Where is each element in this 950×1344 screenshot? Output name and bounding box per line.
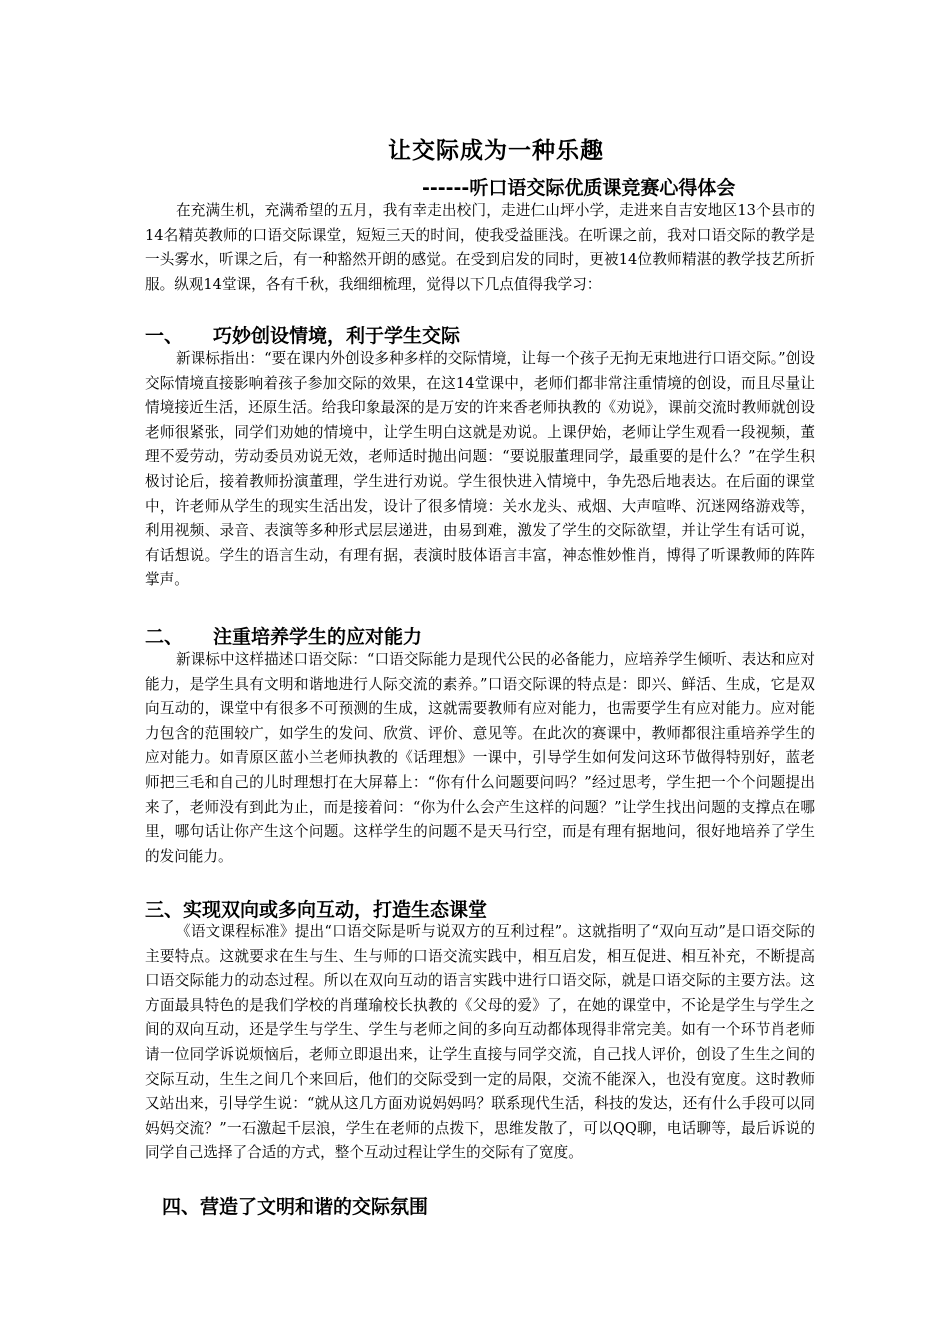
section-title-1: 巧妙创设情境，利于学生交际 — [213, 325, 461, 347]
section-heading-1 — [145, 321, 460, 348]
section-number-2: 二、 — [145, 626, 184, 648]
section-body-3: 《语文课程标准》提出“口语交际是听与说双方的互利过程”。这就指明了“双向互动”是口语交际的主要特点。这就要求在生与生、生与师的口语交流实践中，相互启发，相互促进、相互补充，不断提高口语交际能力的动态过程。所以在双向互动的语言实践中进行口语交际，就是口语交际的主要方法。这方面最具特色的是我们学校的肖瑾瑜校长执教的《父母的爱》了，在她的课堂中，不论是学生与学生之间的双向互动，还是学生与学生、学生与老师之间的多向互动都体现得非常完美。如有一个环节肖老师请一位同学诉说烦恼后，老师立即退出来，让学生直接与同学交流，自己找人评价，创设了生生之间的交际互动，生生之间几个来回后，他们的交际受到一定的局限，交流不能深入，也没有宽度。这时教师又站出来，引导学生说：“就从这几方面劝说妈妈吗？联系现代生活，科技的发达，还有什么手段可以同妈妈交流？”一石激起千层浪，学生在老师的点拨下，思维发散了，可以QQ聊，电话聊等，最后诉说的同学自己选择了合适的方式，整个互动过程让学生的交际有了宽度。 — [145, 923, 815, 1162]
document-title: 让交际成为一种乐趣 — [388, 137, 604, 164]
section-title-2: 注重培养学生的应对能力 — [213, 626, 423, 648]
section-title-4: 四、营造了文明和谐的交际氛围 — [162, 1196, 429, 1218]
intro-paragraph: 在充满生机，充满希望的五月，我有幸走出校门，走进仁山坪小学，走进来自吉安地区13个县市的14名精英教师的口语交际课堂，短短三天的时间，使我受益匪浅。在听课之前，我对口语交际的教学是一头雾水，听课之后，有一种豁然开朗的感觉。在受到启发的同时，更被14位教师精湛的教学技艺所折服。纵观14堂课，各有千秋，我细细梳理，觉得以下几点值得我学习： — [145, 202, 815, 293]
section-heading-4 — [162, 1192, 428, 1219]
section-heading-2 — [145, 622, 422, 649]
section-body-1: 新课标指出：“要在课内外创设多种多样的交际情境，让每一个孩子无拘无束地进行口语交际。”创设交际情境直接影响着孩子参加交际的效果，在这14堂课中，老师们都非常注重情境的创设，而且尽量让情境接近生活，还原生活。给我印象最深的是万安的许来香老师执教的《劝说》，课前交流时教师就创设老师很紧张，同学们劝她的情境中，让学生明白这就是劝说。上课伊始，老师让学生观看一段视频，董理不爱劳动，劳动委员劝说无效，老师适时抛出问题：“要说服董理同学，最重要的是什么？”在学生积极讨论后，接着教师扮演董理，学生进行劝说。学生很快进入情境中，争先恐后地表达。在后面的课堂中，许老师从学生的现实生活出发，设计了很多情境：关水龙头、戒烟、大声喧哗、沉迷网络游戏等，利用视频、录音、表演等多种形式层层递进，由易到难，激发了学生的交际欲望，并让学生有话可说，有话想说。学生的语言生动，有理有据，表演时肢体语言丰富，神态惟妙惟肖，博得了听课教师的阵阵掌声。 — [145, 350, 815, 589]
section-heading-3 — [145, 895, 487, 922]
document-subtitle: ------听口语交际优质课竞赛心得体会 — [422, 177, 736, 199]
section-title-3: 三、实现双向或多向互动，打造生态课堂 — [145, 899, 488, 921]
section-body-2: 新课标中这样描述口语交际：“口语交际能力是现代公民的必备能力，应培养学生倾听、表达和应对能力，是学生具有文明和谐地进行人际交流的素养。”口语交际课的特点是：即兴、鲜活、生成，它是双向互动的，课堂中有很多不可预测的生成，这就需要教师有应对能力，也需要学生有应对能力。应对能力包含的范围较广，如学生的发问、欣赏、评价、意见等。在此次的赛课中，教师都很注重培养学生的应对能力。如青原区蓝小兰老师执教的《话理想》一课中，引导学生如何发问这环节做得特别好，蓝老师把三毛和自己的儿时理想打在大屏幕上：“你有什么问题要问吗？”经过思考，学生把一个个问题提出来了，老师没有到此为止，而是接着问：“你为什么会产生这样的问题？”让学生找出问题的支撑点在哪里，哪句话让你产生这个问题。这样学生的问题不是天马行空，而是有理有据地问，很好地培养了学生的发问能力。 — [145, 651, 815, 865]
section-number-1: 一、 — [145, 325, 184, 347]
